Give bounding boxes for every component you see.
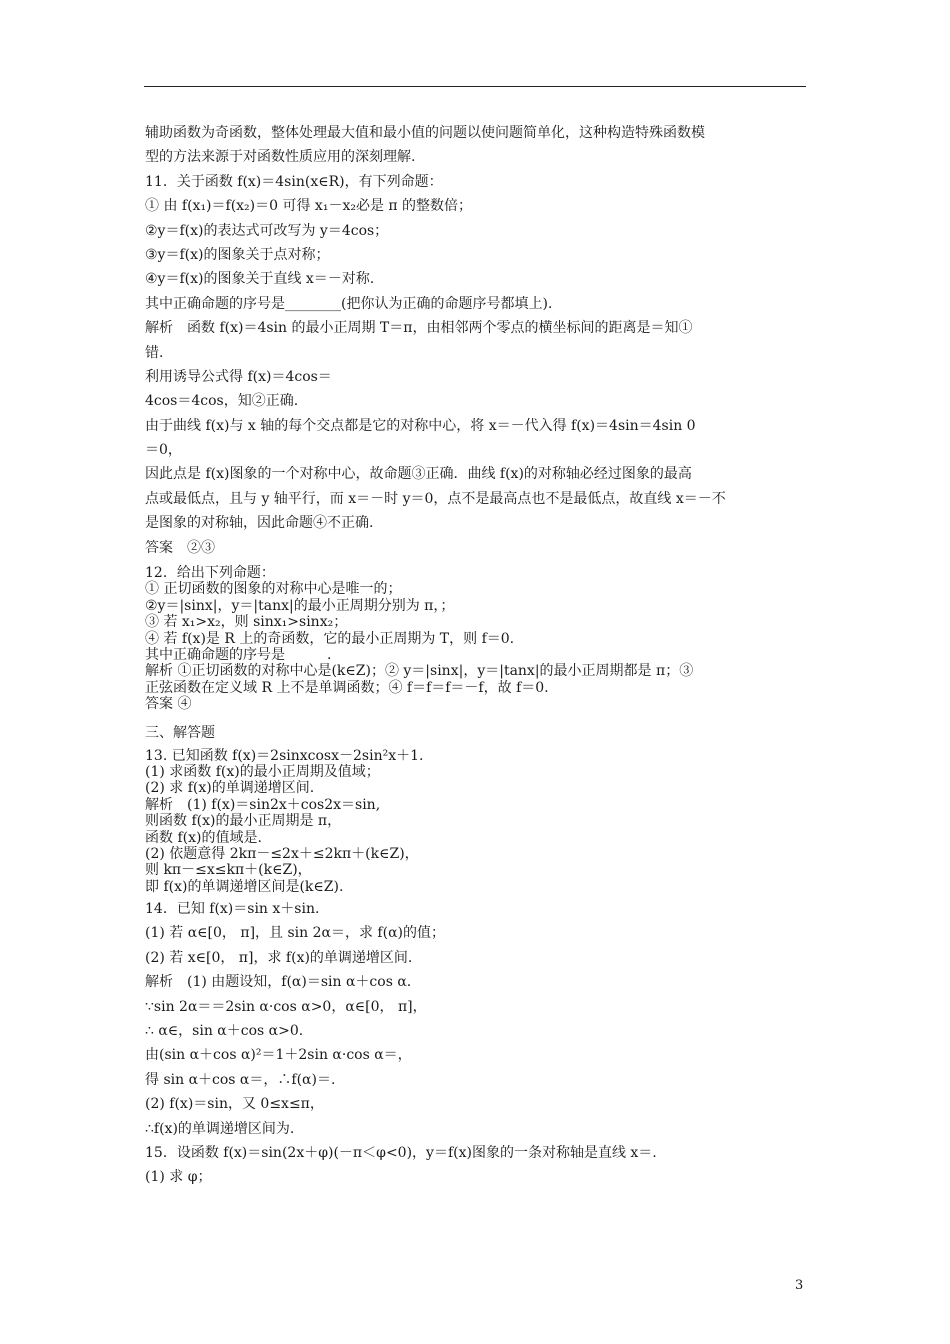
text-line: 得 sin α＋cos α＝，∴f(α)＝. [145, 1071, 336, 1088]
text-line: 点或最低点，且与 y 轴平行，而 x＝－时 y＝0，点不是最高点也不是最低点，故直线 x＝－不 [145, 490, 726, 507]
text-line: ④ 若 f(x)是 R 上的奇函数，它的最小正周期为 T，则 f＝0. [145, 630, 515, 647]
text-line: ∵sin 2α＝＝2sin α·cos α>0，α∈[0， π]， [145, 998, 427, 1015]
text-line: 15．设函数 f(x)＝sin(2x＋φ)(－π＜φ<0)，y＝f(x)图象的一条对称轴是直线 x＝. [145, 1144, 657, 1161]
text-line: ① 由 f(x₁)＝f(x₂)＝0 可得 x₁－x₂必是 π 的整数倍； [145, 198, 473, 215]
text-line: (2) f(x)＝sin，又 0≤x≤π， [145, 1096, 324, 1113]
text-line: 解析 (1) 由题设知，f(α)＝sin α＋cos α. [145, 974, 412, 991]
text-line: 4cos＝4cos，知②正确. [145, 393, 299, 410]
section-q14 [145, 897, 810, 1190]
text-line: 由(sin α＋cos α)²＝1＋2sin α·cos α＝， [145, 1047, 412, 1064]
header-rule [144, 86, 806, 87]
text-line: 解析 函数 f(x)＝4sin 的最小正周期 T＝π，由相邻两个零点的横坐标间的距离是＝知① [145, 320, 693, 337]
text-line: ②y＝f(x)的表达式可改写为 y＝4cos； [145, 222, 389, 239]
text-line: 即 f(x)的单调递增区间是(k∈Z). [145, 878, 344, 895]
text-line: ②y＝|sinx|，y＝|tanx|的最小正周期分别为 π，； [145, 597, 455, 614]
page-number: 3 [795, 1278, 804, 1293]
text-line: 解析 (1) f(x)＝sin2x＋cos2x＝sin, [145, 796, 381, 813]
section-heading [145, 723, 810, 743]
section-title: 三、解答题 [145, 724, 215, 741]
text-line: 正弦函数在定义域 R 上不是单调函数；④ f＝f＝f＝－f，故 f＝0. [145, 679, 549, 696]
text-line: (2) 求 f(x)的单调递增区间. [145, 780, 315, 797]
text-line: 其中正确命题的序号是 . [145, 646, 332, 663]
text-line: 13. 已知函数 f(x)＝2sinxcosx－2sin²x＋1. [145, 747, 424, 764]
text-line: 14．已知 f(x)＝sin x＋sin. [145, 901, 320, 918]
text-line: 是图象的对称轴，因此命题④不正确. [145, 515, 374, 532]
text-line: 11．关于函数 f(x)＝4sin(x∈R)，有下列命题： [145, 173, 443, 190]
text-line: ④y＝f(x)的图象关于直线 x＝－对称. [145, 271, 375, 288]
text-line: ＝0， [145, 442, 182, 459]
text-line: (1) 求 φ； [145, 1169, 212, 1186]
answer-line: 答案 ②③ [145, 539, 215, 556]
text-line: 则函数 f(x)的最小正周期是 π， [145, 813, 342, 830]
text-line: 错. [145, 344, 164, 361]
section-q11 [145, 121, 810, 560]
text-line: (1) 若 α∈[0， π]，且 sin 2α＝，求 f(α)的值； [145, 925, 445, 942]
text-line: ① 正切函数的图象的对称中心是唯一的； [145, 581, 402, 598]
text-line: 其中正确命题的序号是________(把你认为正确的命题序号都填上). [145, 295, 553, 312]
page-content [145, 121, 810, 1190]
text-line: ∴f(x)的单调递增区间为. [145, 1120, 295, 1137]
section-q13 [145, 748, 810, 896]
text-line: ③y＝f(x)的图象关于点对称； [145, 246, 330, 263]
text-line: 利用诱导公式得 f(x)＝4cos＝ [145, 368, 332, 385]
text-line: 由于曲线 f(x)与 x 轴的每个交点都是它的对称中心，将 x＝－代入得 f(x)＝4sin＝4sin 0 [145, 417, 696, 434]
text-line: (2) 依题意得 2kπ－≤2x＋≤2kπ＋(k∈Z)， [145, 845, 419, 862]
text-line: 则 kπ－≤x≤kπ＋(k∈Z)， [145, 862, 312, 879]
text-line: (2) 若 x∈[0， π]，求 f(x)的单调递增区间. [145, 949, 413, 966]
text-line: ③ 若 x₁>x₂，则 sinx₁>sinx₂； [145, 614, 348, 631]
section-q12 [145, 565, 810, 713]
text-line: 辅助函数为奇函数，整体处理最大值和最小值的问题以使问题简单化，这种构造特殊函数模 [145, 125, 705, 141]
text-line: (1) 求函数 f(x)的最小正周期及值域； [145, 763, 380, 780]
text-line: ∴ α∈，sin α＋cos α>0. [145, 1023, 304, 1040]
answer-line: 答案 ④ [145, 696, 192, 713]
text-line: 因此点是 f(x)图象的一个对称中心，故命题③正确．曲线 f(x)的对称轴必经过图象的最高 [145, 466, 692, 483]
text-line: 型的方法来源于对函数性质应用的深刻理解. [145, 149, 416, 166]
text-line: 函数 f(x)的值域是. [145, 829, 262, 846]
text-line: 12．给出下列命题： [145, 565, 275, 582]
text-line: 解析 ①正切函数的对称中心是(k∈Z)；② y＝|sinx|，y＝|tanx|的最小正周期都是 π；③ [145, 663, 694, 680]
